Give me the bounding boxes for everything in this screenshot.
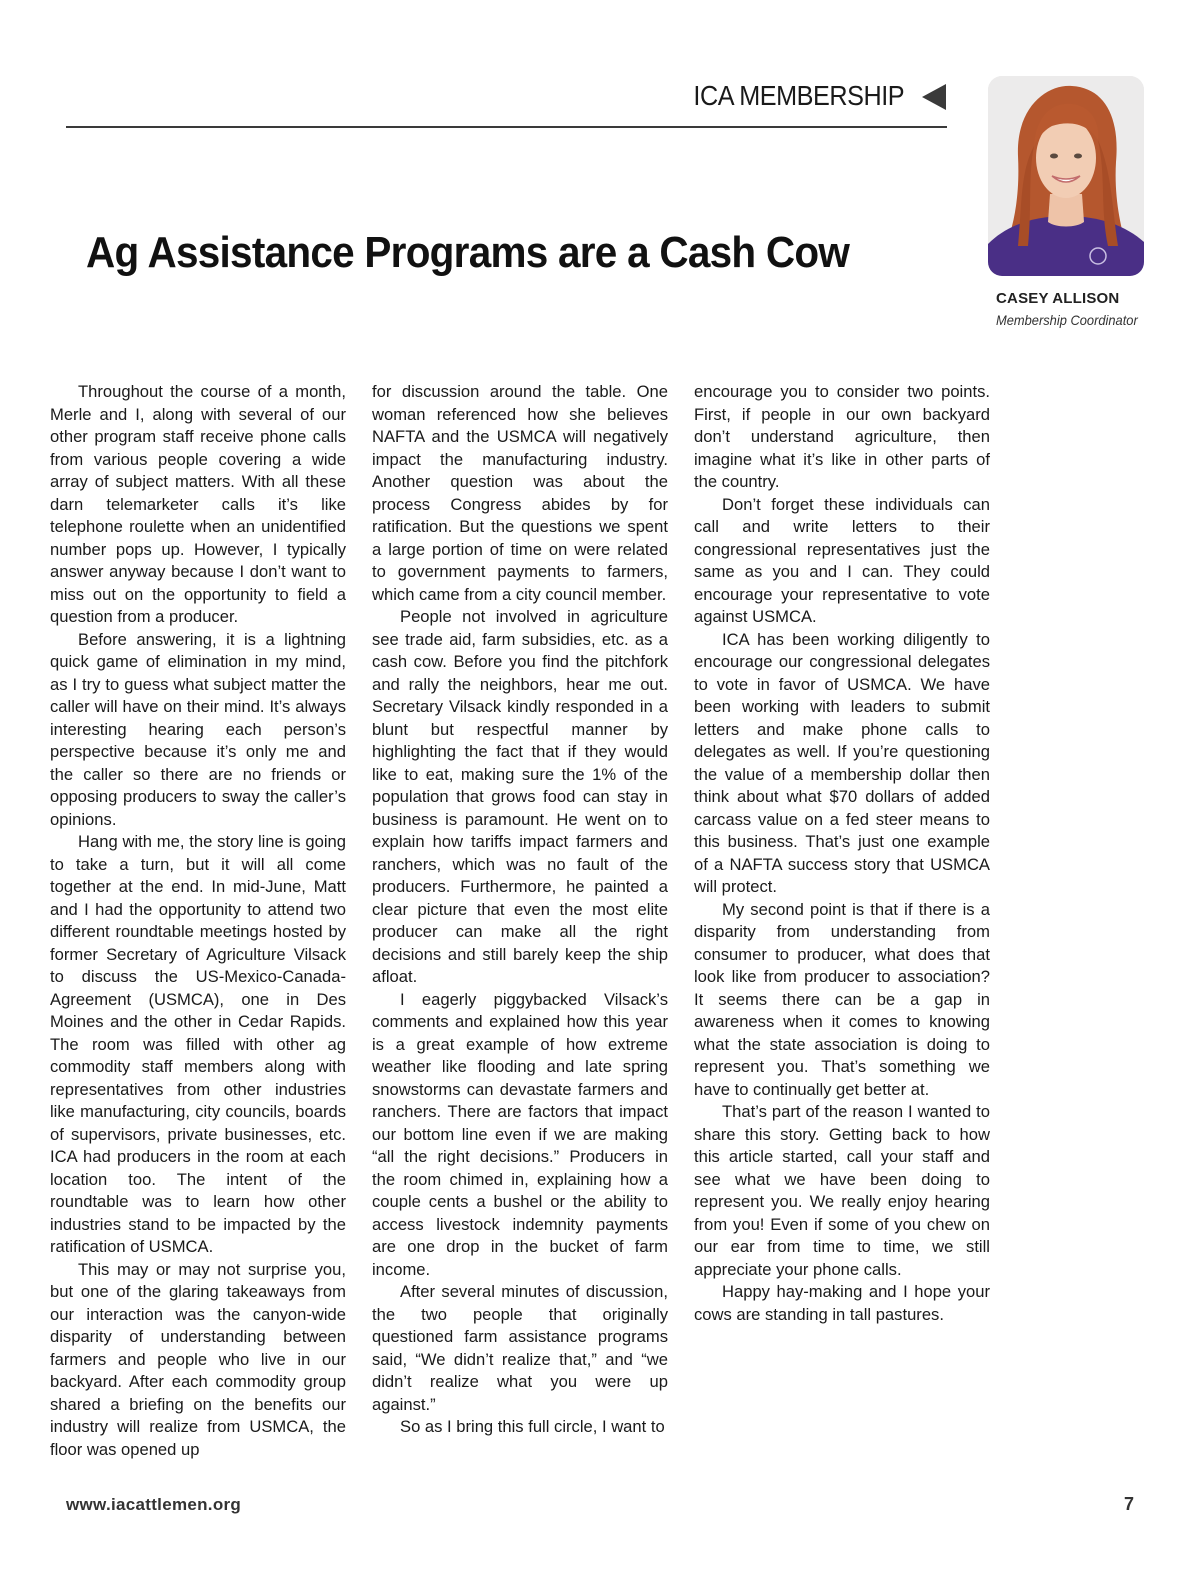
article-title: Ag Assistance Programs are a Cash Cow — [86, 228, 850, 277]
header-rule — [66, 126, 947, 128]
article-column-1 — [50, 381, 346, 1461]
paragraph: for discussion around the table. One woman referenced how she believes NAFTA and the USMCA will negatively impact the manufacturing industry. Another question was about the process Congress abides by for ratification. But the questions we spent a large portion of time on were related to government payments to farmers, which came from a city council member. — [372, 382, 668, 604]
author-title: Membership Coordinator — [996, 312, 1138, 328]
paragraph: ICA has been working diligently to encourage our congressional delegates to vote in favor of USMCA. We have been working with leaders to submit letters and make phone calls to delegates as well. If you’re questioning the value of a membership dollar then think about what $70 dollars of added carcass value on a fed steer means to this business. That’s just one example of a NAFTA success story that USMCA will protect. — [694, 629, 990, 896]
article-column-3 — [694, 381, 990, 1326]
paragraph: Before answering, it is a lightning quick game of elimination in my mind, as I try to guess what subject matter the caller will have on their mind. It’s always interesting hearing each person’s perspective because it’s only me and the caller so there are no friends or opposing producers to sway the caller’s opinions. — [50, 629, 346, 829]
paragraph: Throughout the course of a month, Merle and I, along with several of our other program staff receive phone calls from various people covering a wide array of subject matters. With all these darn telemarketer calls it’s like telephone roulette when an unidentified number pops up. However, I typically answer anyway because I don’t want to miss out on the opportunity to field a question from a producer. — [50, 382, 346, 626]
paragraph: People not involved in agriculture see trade aid, farm subsidies, etc. as a cash cow. Before you find the pitchfork and rally the neighbors, hear me out. Secretary Vilsack kindly responded in a blunt but respectful manner by highlighting the fact that if they would like to eat, making sure the 1% of the population that grows food can stay in business is paramount. He went on to explain how tariffs impact farmers and ranchers, which was no fault of the producers. Furthermore, he painted a clear picture that even the most elite producer can make all the right decisions and still barely keep the ship afloat. — [372, 607, 668, 986]
page-number: 7 — [1123, 1494, 1134, 1514]
paragraph: My second point is that if there is a disparity from understanding from consumer to producer, what does that look like from producer to association? It seems there can be a gap in awareness when it comes to knowing what the state association is doing to represent you. That’s something we have to continually get better at. — [694, 899, 990, 1099]
paragraph: That’s part of the reason I wanted to share this story. Getting back to how this article started, call your staff and see what we have been doing to represent you. We really enjoy hearing from you! Even if some of you chew on our ear from time to time, we still appreciate your phone calls. — [694, 1102, 990, 1279]
article-column-2 — [372, 381, 668, 1439]
paragraph: So as I bring this full circle, I want to — [400, 1417, 665, 1436]
paragraph: After several minutes of discussion, the two people that originally questioned farm assistance programs said, “We didn’t realize that,” and “we didn’t realize what you were up against.” — [372, 1282, 668, 1414]
author-name: CASEY ALLISON — [996, 290, 1120, 307]
paragraph: This may or may not surprise you, but one of the glaring takeaways from our interaction was the canyon-wide disparity of understanding between farmers and people who live in our backyard. After each commodity group shared a briefing on the benefits our industry will realize from USMCA, the floor was opened up — [50, 1259, 346, 1459]
paragraph: I eagerly piggybacked Vilsack’s comments and explained how this year is a great example of how extreme weather like flooding and late spring snowstorms can devastate farmers and ranchers. There are factors that impact our bottom line even if we are making “all the right decisions.” Producers in the room chimed in, explaining how a couple cents a bushel or the ability to access livestock indemnity payments are one drop in the bucket of farm income. — [372, 989, 668, 1279]
section-label: ICA MEMBERSHIP — [693, 80, 904, 111]
paragraph: Don’t forget these individuals can call and write letters to their congressional representatives just the same as you and I can. They could encourage your representative to vote against USMCA. — [694, 494, 990, 626]
paragraph: encourage you to consider two points. First, if people in our own backyard don’t understand agriculture, then imagine what it’s like in other parts of the country. — [694, 382, 990, 491]
left-triangle-icon — [922, 84, 946, 110]
paragraph: Happy hay-making and I hope your cows are standing in tall pastures. — [694, 1282, 990, 1324]
footer-url[interactable]: www.iacattlemen.org — [66, 1495, 242, 1514]
paragraph: Hang with me, the story line is going to take a turn, but it will all come together at the end. In mid-June, Matt and I had the opportunity to attend two different roundtable meetings hosted by former Secretary of Agriculture Vilsack to discuss the US-Mexico-Canada-Agreement (USMCA), one in Des Moines and the other in Cedar Rapids. The room was filled with other ag commodity staff members along with representatives from other industries like manufacturing, city councils, boards of supervisors, private businesses, etc. ICA had producers in the room at each location too. The intent of the roundtable was to learn how other industries stand to be impacted by the ratification of USMCA. — [50, 832, 346, 1256]
author-photo — [988, 76, 1144, 276]
